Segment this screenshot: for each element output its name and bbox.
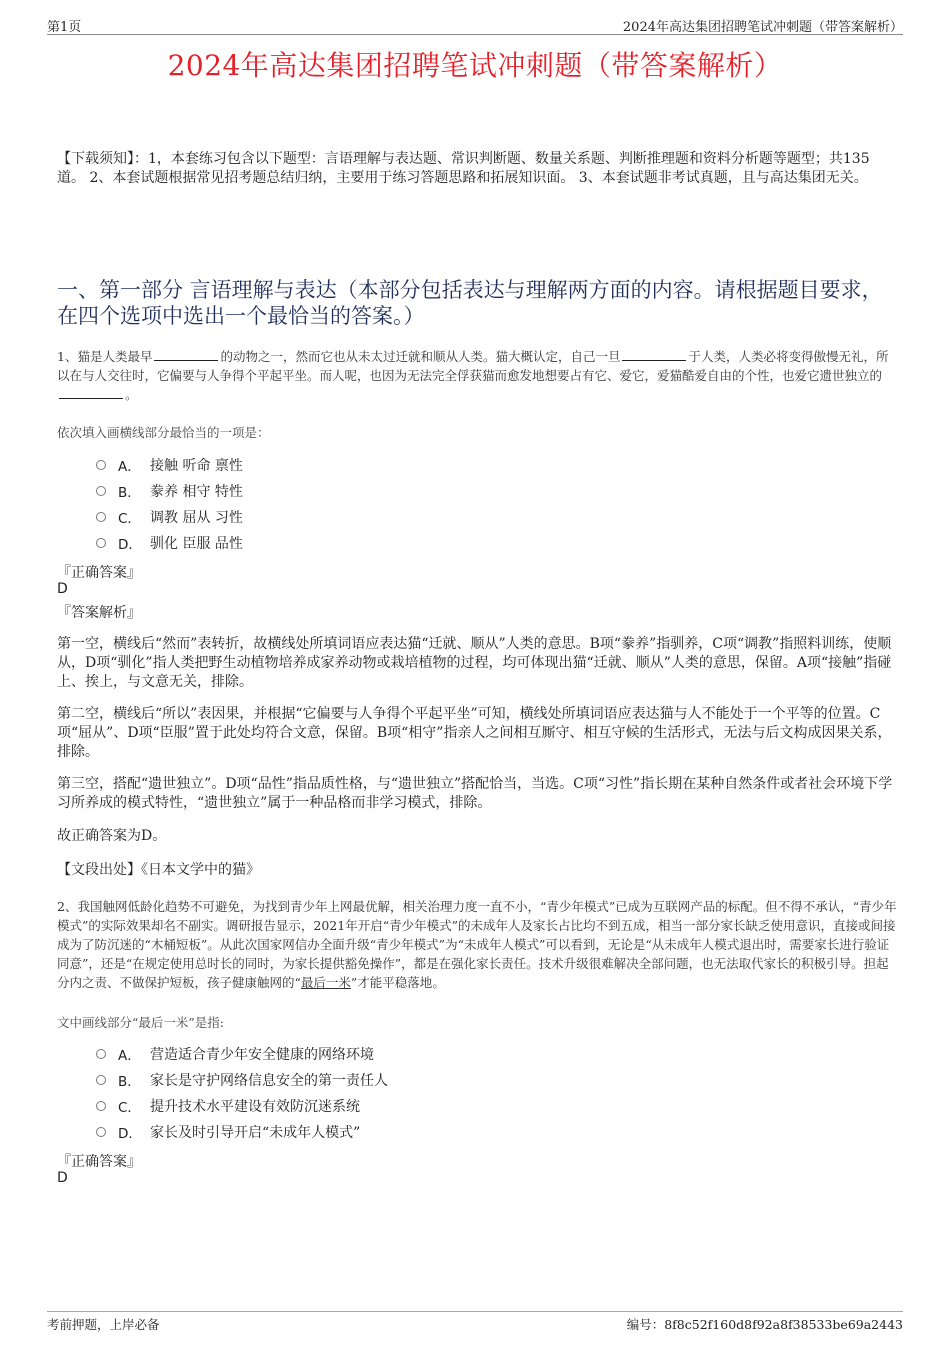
section-title: 一、第一部分 言语理解与表达（本部分包括表达与理解两方面的内容。请根据题目要求，在四个选项中选出一个最恰当的答案。） [57, 278, 883, 328]
correct-answer: D [57, 1170, 68, 1186]
option-d[interactable]: D． 家长及时引导开启“未成年人模式” [96, 1119, 388, 1145]
radio-icon[interactable] [96, 460, 106, 470]
option-b[interactable]: B． 豢养 相守 特性 [96, 478, 243, 504]
blank-line [154, 348, 218, 361]
source-citation: 【文段出处】《日本文学中的猫》 [57, 862, 260, 878]
question-2-options [96, 1041, 388, 1145]
radio-icon[interactable] [96, 1049, 106, 1059]
correct-answer-label: 『正确答案』 [57, 1154, 141, 1170]
footer-doc-id: 编号：8f8c52f160d8f92a8f38533be69a2443 [626, 1317, 903, 1332]
header-doc-title: 2024年高达集团招聘笔试冲刺题（带答案解析） [622, 20, 903, 35]
question-2-text: 2、我国触网低龄化趋势不可避免，为找到青少年上网最优解，相关治理力度一直不小，“青少年模式”已成为互联网产品的标配。但不得不承认，“青少年模式”的实际效果却名不副实。调研报告显示，2021年开启“青少年模式”的未成年人及家长占比均不到五成，相当一部分家长缺乏使用意识，直接或间接成为了防沉迷的“木桶短板”。从此次国家网信办全面升级“青少年模式”为“未成年人模式”可以看到，无论是“从未成年人模式退出时，需要家长进行验证同意”，还是“在规定使用总时长的同时，为家长提供豁免操作”，都是在强化家长责任。技术升级很难解决全部问题，也无法取代家长的积极引导。担起分内之责、不做保护短板，孩子健康触网的“最后一米”才能平稳落地。 [57, 899, 897, 990]
question-1-options [96, 452, 243, 556]
underlined-phrase: 最后一米 [300, 975, 351, 990]
radio-icon[interactable] [96, 512, 106, 522]
page-header [47, 14, 903, 35]
analysis-label: 『答案解析』 [57, 605, 141, 621]
page-number: 第1页 [47, 20, 82, 35]
radio-icon[interactable] [96, 538, 106, 548]
question-2-prompt: 文中画线部分“最后一米”是指: [57, 1015, 224, 1030]
analysis-paragraph-3: 第三空，搭配“遗世独立”。D项“品性”指品质性格，与“遗世独立”搭配恰当，当选。C项“习性”指长期在某种自然条件或者社会环境下学习所养成的模式特性，“遗世独立”属于一种品格而非学习模式，排除。 [57, 776, 893, 811]
option-a[interactable]: A． 营造适合青少年安全健康的网络环境 [96, 1041, 388, 1067]
option-c[interactable]: C． 提升技术水平建设有效防沉迷系统 [96, 1093, 388, 1119]
blank-line [622, 348, 686, 361]
correct-answer-label: 『正确答案』 [57, 565, 141, 581]
analysis-paragraph-2: 第二空，横线后“所以”表因果，并根据“它偏要与人争得个平起平坐”可知，横线处所填词语应表达猫与人不能处于一个平等的位置。C项“屈从”、D项“臣服”置于此处均符合文意，保留。B项“相守”指亲人之间相互厮守、相互守候的生活形式，无法与后文构成因果关系，排除。 [57, 706, 892, 760]
document-title: 2024年高达集团招聘笔试冲刺题（带答案解析） [167, 49, 783, 82]
question-1-text: 1、猫是人类最早 的动物之一，然而它也从未太过迁就和顺从人类。猫大概认定，自己一旦 于人类，人类必将变得傲慢无礼，所以在与人交往时，它偏要与人争得个平起平坐。而人呢，也因为无法完全俘获猫而愈发地想要占有它、爱它，爱猫酷爱自由的个性，也爱它遗世独立的。 [57, 349, 889, 402]
option-b[interactable]: B． 家长是守护网络信息安全的第一责任人 [96, 1067, 388, 1093]
option-c[interactable]: C． 调教 屈从 习性 [96, 504, 243, 530]
question-1-prompt: 依次填入画横线部分最恰当的一项是： [57, 425, 270, 440]
analysis-paragraph-1: 第一空，横线后“然而”表转折，故横线处所填词语应表达猫“迁就、顺从”人类的意思。B项“豢养”指驯养，C项“调教”指照料训练，使顺从，D项“驯化”指人类把野生动植物培养成家养动物或栽培植物的过程，均可体现出猫“迁就、顺从”人类的意思，保留。A项“接触”指碰上、挨上，与文意无关，排除。 [57, 636, 892, 690]
page-footer [47, 1311, 903, 1332]
blank-line [59, 386, 123, 399]
option-d[interactable]: D． 驯化 臣服 品性 [96, 530, 243, 556]
radio-icon[interactable] [96, 486, 106, 496]
radio-icon[interactable] [96, 1075, 106, 1085]
footer-slogan: 考前押题，上岸必备 [47, 1317, 160, 1332]
correct-answer: D [57, 581, 68, 597]
radio-icon[interactable] [96, 1127, 106, 1137]
radio-icon[interactable] [96, 1101, 106, 1111]
option-a[interactable]: A． 接触 听命 禀性 [96, 452, 243, 478]
download-notice: 【下载须知】：1，本套练习包含以下题型：言语理解与表达题、常识判断题、数量关系题、判断推理题和资料分析题等题型；共135道。 2、本套试题根据常见招考题总结归纳，主要用于练习答题思路和拓展知识面。 3、本套试题非考试真题，且与高达集团无关。 [57, 151, 870, 186]
analysis-conclusion: 故正确答案为D。 [57, 828, 167, 844]
